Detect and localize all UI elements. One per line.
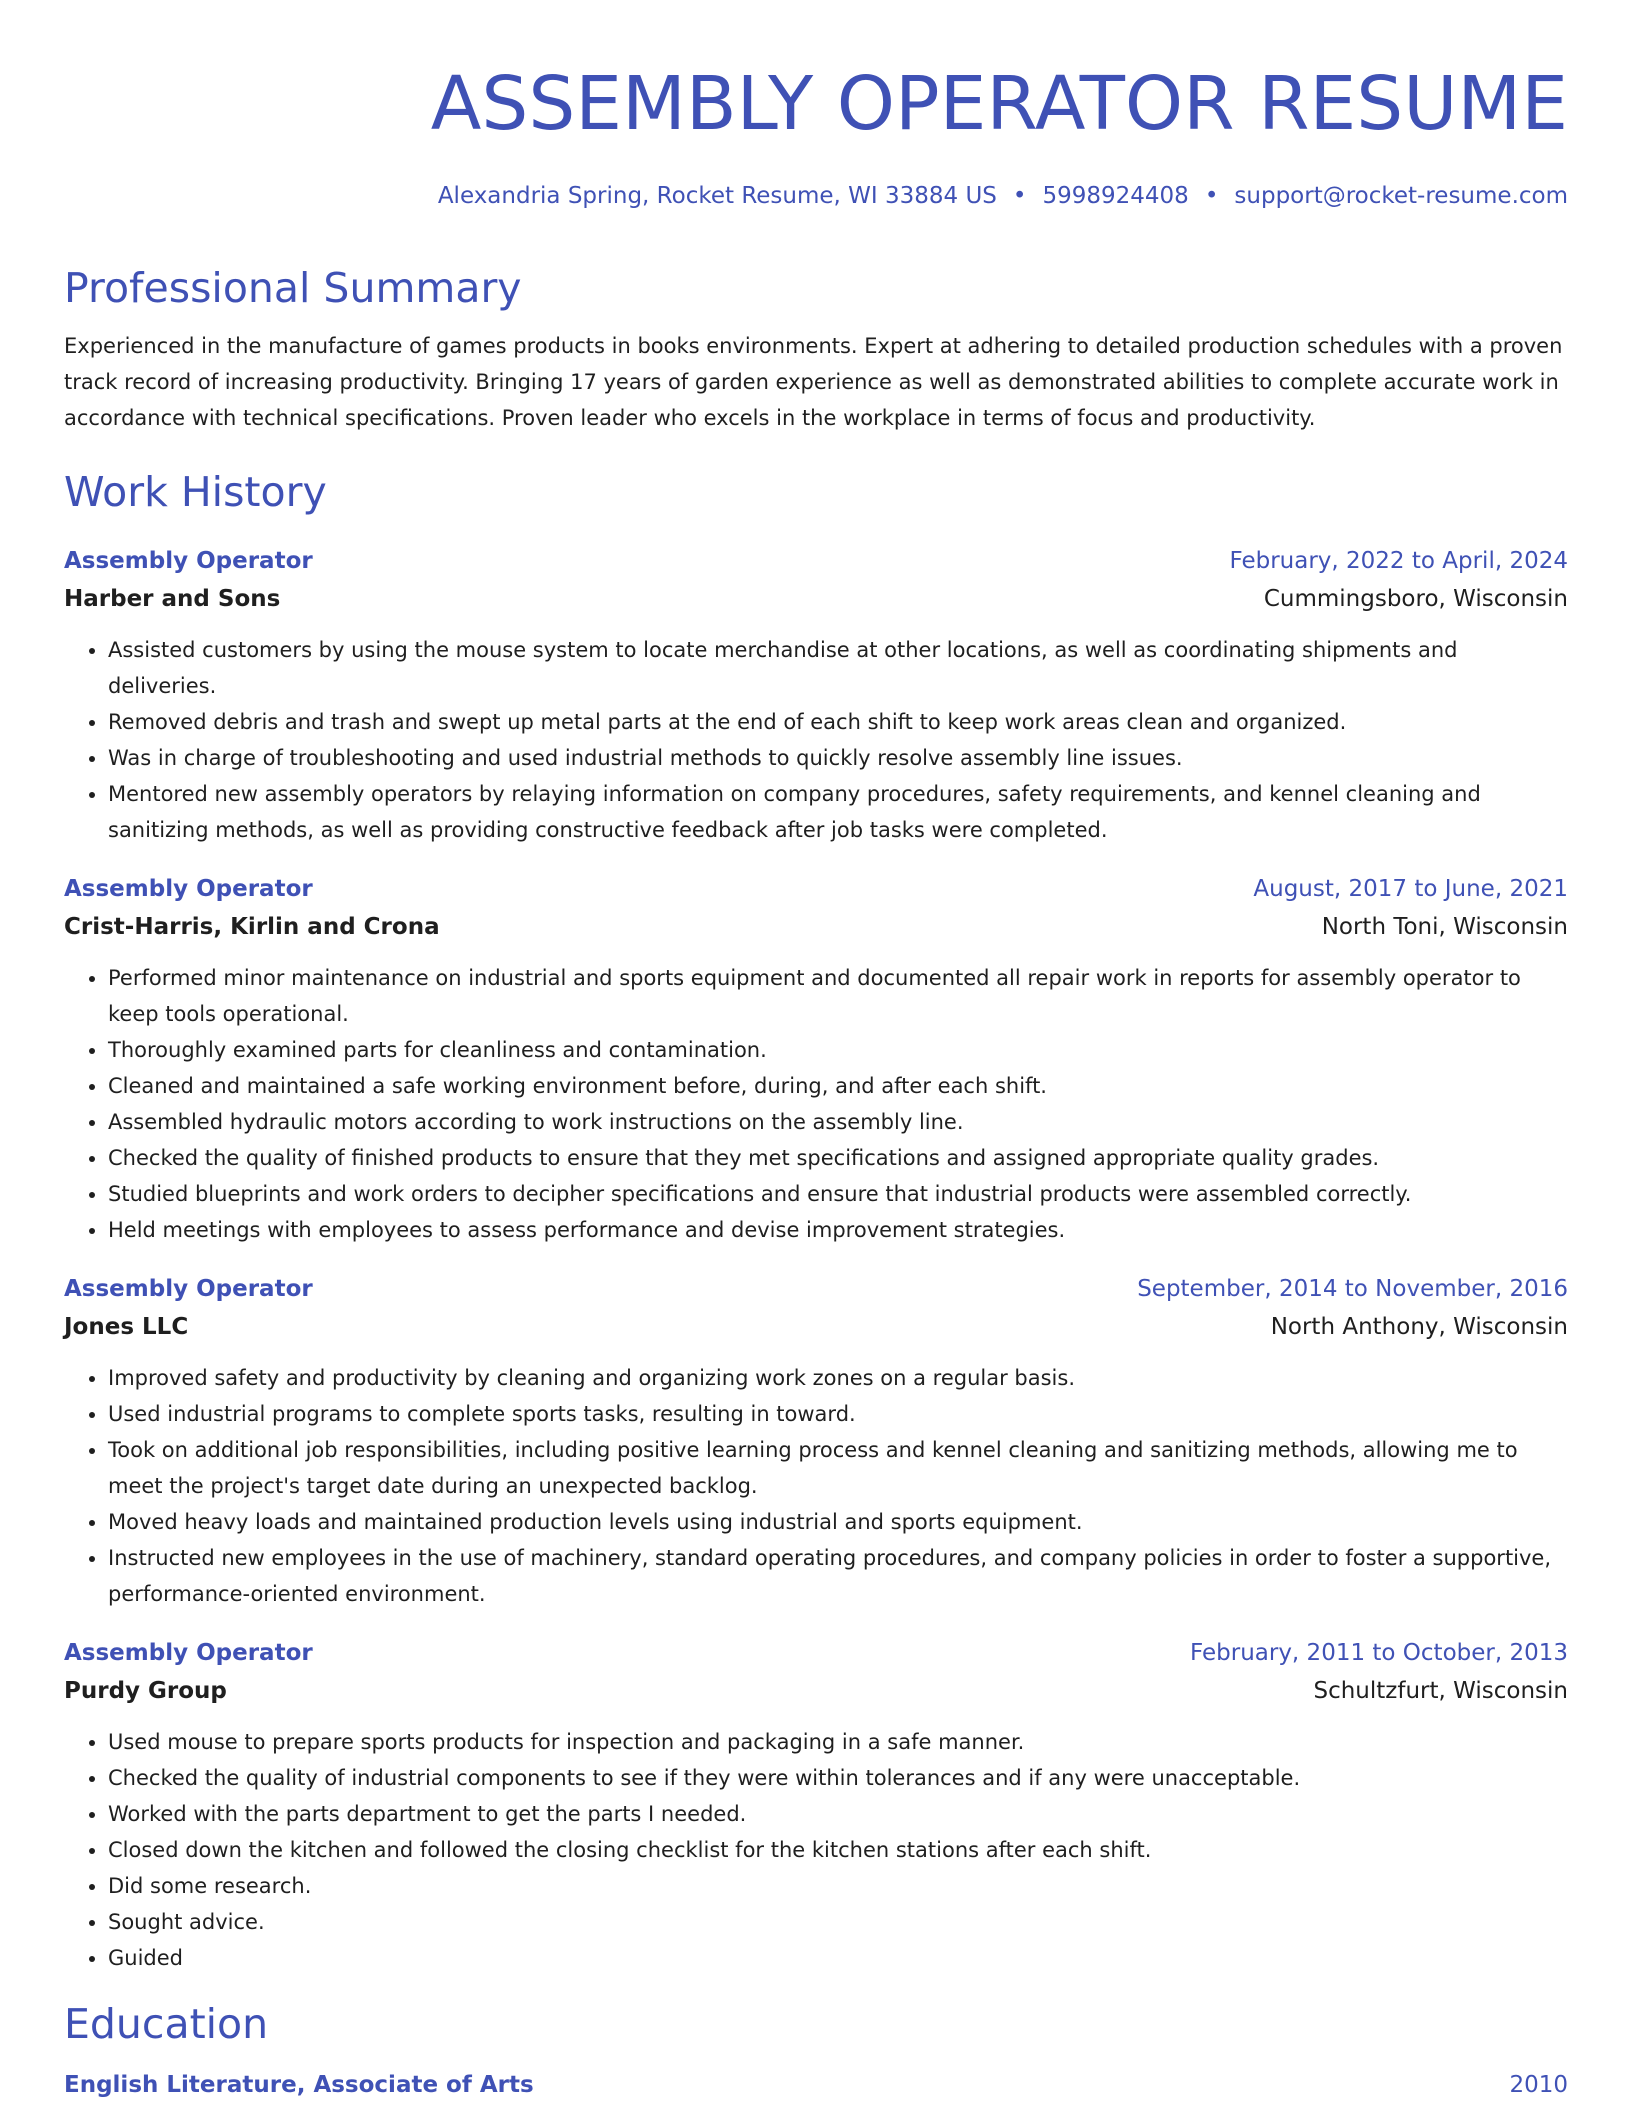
contact-address: Alexandria Spring, Rocket Resume, WI 33884 US <box>437 183 997 209</box>
job-bullet: • Checked the quality of industrial components to see if they were within tolerances and if any were unacceptable. <box>108 1760 1568 1796</box>
contact-separator: • <box>1204 183 1219 209</box>
summary-heading: Professional Summary <box>64 264 522 312</box>
job-company: Purdy Group <box>64 1678 227 1704</box>
job-bullet-list <box>64 1360 1568 1612</box>
summary-text: Experienced in the manufacture of games products in books environments. Expert at adhering to detailed production schedules with a proven track record of increasing productivity. Bringing 17 years of garden experience as well as demonstrated abilities to complete accurate work in accordance with technical specifications. Proven leader who excels in the workplace in terms of focus and productivity. <box>64 334 1563 430</box>
job-dates: February, 2011 to October, 2013 <box>1190 1640 1568 1666</box>
contact-line <box>64 180 1568 212</box>
education-entry <box>64 2066 1568 2104</box>
job-entry <box>64 1270 1568 1612</box>
job-company: Crist-Harris, Kirlin and Crona <box>64 914 440 940</box>
education-heading: Education <box>64 2000 269 2048</box>
job-bullet: • Studied blueprints and work orders to decipher specifications and ensure that industrial products were assembled correctly. <box>108 1176 1568 1212</box>
job-entry <box>64 542 1568 848</box>
job-bullet: • Assisted customers by using the mouse system to locate merchandise at other locations, as well as coordinating shipments and deliveries. <box>108 632 1568 704</box>
job-location: Cummingsboro, Wisconsin <box>1263 586 1568 612</box>
job-bullet: • Was in charge of troubleshooting and used industrial methods to quickly resolve assembly line issues. <box>108 740 1568 776</box>
job-bullet: • Mentored new assembly operators by relaying information on company procedures, safety requirements, and kennel cleaning and sanitizing methods, as well as providing constructive feedback after job tasks were completed. <box>108 776 1568 848</box>
job-header-row <box>64 1634 1568 1672</box>
job-role: Assembly Operator <box>64 876 313 902</box>
job-location: Schultzfurt, Wisconsin <box>1313 1678 1568 1704</box>
education-degree: English Literature, Associate of Arts <box>64 2072 534 2098</box>
job-role: Assembly Operator <box>64 1640 313 1666</box>
job-company-row <box>64 580 1568 618</box>
job-role: Assembly Operator <box>64 548 313 574</box>
job-bullet: • Closed down the kitchen and followed the closing checklist for the kitchen stations after each shift. <box>108 1832 1568 1868</box>
contact-separator: • <box>1012 183 1027 209</box>
job-bullet: • Took on additional job responsibilities, including positive learning process and kennel cleaning and sanitizing methods, allowing me to meet the project's target date during an unexpected backlog. <box>108 1432 1568 1504</box>
job-bullet: • Thoroughly examined parts for cleanliness and contamination. <box>108 1032 1568 1068</box>
job-header-row <box>64 1270 1568 1308</box>
job-bullet: • Performed minor maintenance on industrial and sports equipment and documented all repair work in reports for assembly operator to keep tools operational. <box>108 960 1568 1032</box>
job-location: North Toni, Wisconsin <box>1321 914 1568 940</box>
work-history-heading: Work History <box>64 468 327 516</box>
job-bullet: • Worked with the parts department to get the parts I needed. <box>108 1796 1568 1832</box>
job-role: Assembly Operator <box>64 1276 313 1302</box>
job-bullet-list <box>64 960 1568 1248</box>
job-bullet: • Improved safety and productivity by cleaning and organizing work zones on a regular basis. <box>108 1360 1568 1396</box>
job-dates: September, 2014 to November, 2016 <box>1137 1276 1568 1302</box>
job-bullet: • Held meetings with employees to assess performance and devise improvement strategies. <box>108 1212 1568 1248</box>
job-company: Harber and Sons <box>64 586 281 612</box>
job-bullet: • Cleaned and maintained a safe working environment before, during, and after each shift. <box>108 1068 1568 1104</box>
job-bullet-list <box>64 1724 1568 1976</box>
contact-phone: 5998924408 <box>1042 183 1189 209</box>
job-bullet: • Assembled hydraulic motors according to work instructions on the assembly line. <box>108 1104 1568 1140</box>
job-bullet: • Checked the quality of finished products to ensure that they met specifications and assigned appropriate quality grades. <box>108 1140 1568 1176</box>
job-company-row <box>64 908 1568 946</box>
job-dates: February, 2022 to April, 2024 <box>1229 548 1568 574</box>
job-header-row <box>64 542 1568 580</box>
job-bullet: • Instructed new employees in the use of machinery, standard operating procedures, and company policies in order to foster a supportive, performance-oriented environment. <box>108 1540 1568 1612</box>
job-company-row <box>64 1308 1568 1346</box>
contact-email: support@rocket-resume.com <box>1234 183 1568 209</box>
job-location: North Anthony, Wisconsin <box>1270 1314 1568 1340</box>
job-dates: August, 2017 to June, 2021 <box>1253 876 1568 902</box>
job-company: Jones LLC <box>64 1314 189 1340</box>
job-bullet: • Moved heavy loads and maintained production levels using industrial and sports equipment. <box>108 1504 1568 1540</box>
work-history-list <box>64 542 1568 1976</box>
job-company-row <box>64 1672 1568 1710</box>
job-bullet: • Guided <box>108 1940 1568 1976</box>
job-bullet: • Used industrial programs to complete sports tasks, resulting in toward. <box>108 1396 1568 1432</box>
job-bullet: • Sought advice. <box>108 1904 1568 1940</box>
job-header-row <box>64 870 1568 908</box>
job-bullet: • Removed debris and trash and swept up metal parts at the end of each shift to keep work areas clean and organized. <box>108 704 1568 740</box>
job-bullet-list <box>64 632 1568 848</box>
job-entry <box>64 870 1568 1248</box>
resume-page <box>64 0 1568 2104</box>
job-bullet: • Did some research. <box>108 1868 1568 1904</box>
job-bullet: • Used mouse to prepare sports products for inspection and packaging in a safe manner. <box>108 1724 1568 1760</box>
education-year: 2010 <box>1509 2072 1568 2098</box>
job-entry <box>64 1634 1568 1976</box>
page-title: ASSEMBLY OPERATOR RESUME <box>430 61 1568 147</box>
